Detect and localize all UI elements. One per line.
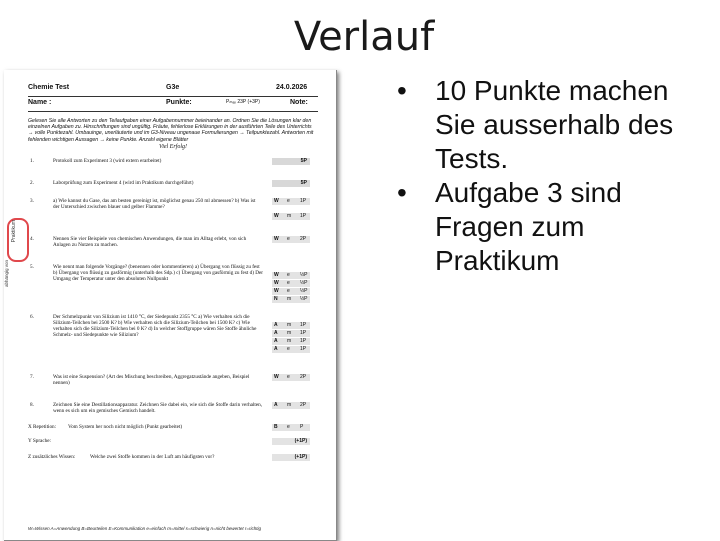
doc-erfolg: Viel Erfolg! [158,143,188,150]
doc-grade-label: Note: [290,99,308,106]
question-7: 7. Was ist eine Suspension? (Art des Mischung beschreiben, Aggregatzustände angeben, Beispiel nennen) W e 2P [28,374,318,402]
question-5: 5. Wie nennt man folgende Vorgänge? (benennen oder kommentieren) a) Übergang von flüssig zu fest b) Übergang von flüssig zu gasförmig (unterhalb des Sdp.) c) Übergang von gasförmig zu fest d) Der Umgang der Temperatur unter den absoluten Nullpunkt W e ½P W e ½P W e ½P N m ½P [28,264,318,314]
doc-header-row1 [28,84,318,96]
doc-points-label: Punkte: [166,99,192,106]
codes-4: W e 2P [272,236,310,244]
doc-header-row2 [28,99,318,111]
doc-class: G3e [166,84,180,91]
doc-footer: W=Wissen A=Anwendung B=Beurteilen E=Kommunikation e=einfach m=mittel s=schwierig n=nicht bewertet r=richtig [28,526,262,531]
question-y: Y Sprache: (+1P) [28,438,318,454]
question-x: X Repetition: Vom System her noch nicht möglich (Punkt gearbeitet) B e P [28,424,318,438]
doc-name-label: Name : [28,99,52,106]
codes-y: (+1P) [272,438,310,446]
side-label: abhängig von [4,260,9,288]
question-4: 4. Nennen Sie vier Beispiele von chemischen Anwendungen, die man im Alltag erlebt, von sich Anlagen zu Nutzen zu machen. W e 2P [28,236,318,264]
doc-intro: Gelesen Sie alle Antworten zu den Teilaufgaben einer Aufgabennummer beieinander an. Ordnen Sie die Lösungen klar den einzelnen Aufgaben zu. Hinschriftungen sind ungültig. Fräute, fehlerlose Erklärungen in der ausführten Teile des Unterrichts → volle Punktezahl. Umbauinge, unerläuterte und im G3-Niveau ungenaue Formulierungen → Teilpunktezahl. Antworten mit fehlenden wichtigen Aussagen → keine Punkte. Anzahl eigene Blätter [28,118,314,143]
test-document-image [4,70,337,541]
slide-title: Verlauf [293,14,435,60]
codes-z: (+1P) [272,454,310,462]
question-3: 3. a) Wie kannst du Gase, das am besten gereinigt ist, möglichst genau 250 ml abmessen? b) Was ist der Unterschied zwischen blauer und gelber Flamme? W e 1P W m 1P [28,198,318,236]
codes-7: W e 2P [272,374,310,382]
bullet-item: • Aufgabe 3 sind Fragen zum Praktikum [397,177,622,276]
codes-5: W e ½P W e ½P W e ½P N m ½P [272,272,310,304]
bullet-item: • 10 Punkte machen Sie ausserhalb des Tests. [397,75,674,174]
codes-8: A m 2P [272,402,310,410]
doc-date: 24.0.2026 [276,84,308,91]
question-z: Z zusätzliches Wissen: Welche zwei Stoffe kommen in der Luft am häufigsten vor? (+1P) [28,454,318,468]
bullet-icon: • [397,177,407,208]
bullet-list [395,74,715,278]
doc-points-formula: Pₘₐₓ 23P (+3P) [226,99,260,105]
doc-subject: Chemie Test [28,84,70,91]
question-8: 8. Zeichnen Sie eine Destillationsapparatur. Zeichnen Sie dabei ein, wie sich die Stoffe darin verhalten, wenn es sich um ein gemisches Gemisch handelt. A m 2P [28,402,318,424]
codes-3: W e 1P W m 1P [272,198,310,221]
stamp-label: Praktikum [11,220,17,243]
codes-6: A m 1P A m 1P A m 1P A e 1P [272,322,310,354]
bullet-icon: • [397,75,407,106]
question-1: 1. Protokoll zum Experiment 3 (wird extern erarbeitet) 5P [28,158,318,180]
score-1: 5P [272,158,310,165]
question-6: 6. Der Schmelzpunkt von Silizium ist 1410 °C, der Siedepunkt 2355 °C a) Wie verhalten sich die Silizium-Teilchen bei 2500 K? b) Wie verhalten sich die Silizium-Teilchen bei 1500 K? c) Wie verhalten sich die Silizium-Teilchen bei 0 K? d) In welcher Stoffgruppe wären Sie Stoffe ähnliche Schmelz- und Siedepunkte wie Silizium? A m 1P A m 1P A m 1P A e 1P [28,314,318,374]
question-2: 2. Laborprüfung zum Experiment 4 (wird im Praktikum durchgeführt) 5P [28,180,318,198]
score-2: 5P [272,180,310,187]
codes-x: B e P [272,424,310,432]
